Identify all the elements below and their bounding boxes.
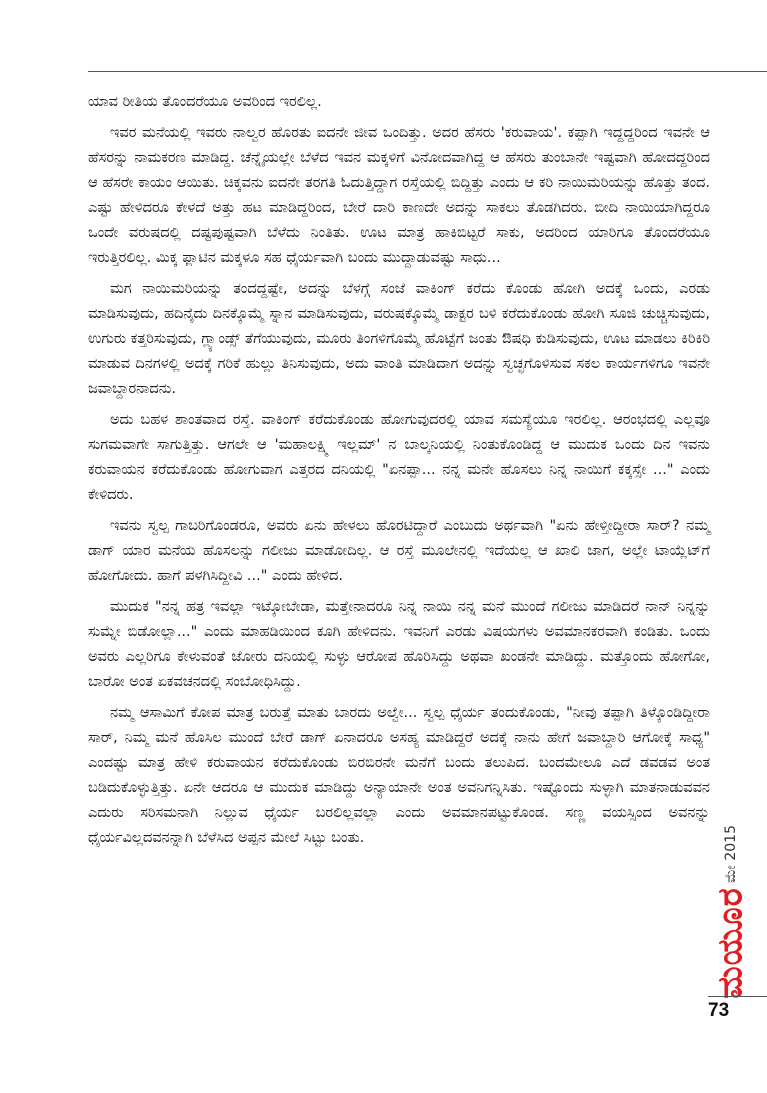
article-paragraph: ಮಗ ನಾಯಿಮರಿಯನ್ನು ತಂದದ್ದಷ್ಟೇ, ಅದನ್ನು ಬೆಳಗ್ಗೆ ಸಂಜೆ ವಾಕಿಂಗ್ ಕರೆದು ಕೊಂಡು ಹೋಗಿ ಅದಕ್ಕೆ ಒಂದು, ಎರಡು ಮಾಡಿಸುವುದು, ಹದಿನೈದು ದಿನಕ್ಕೊಮ್ಮೆ ಸ್ನಾನ ಮಾಡಿಸುವುದು, ವರುಷಕ್ಕೊಮ್ಮೆ ಡಾಕ್ಟರ ಬಳಿ ಕರೆದುಕೊಂಡು ಹೋಗಿ ಸೂಜಿ ಚುಚ್ಚಿಸುವುದು, ಉಗುರು ಕತ್ತರಿಸುವುದು, ಗ್ಲ್ಯಾಂಡ್ಸ್ ತೆಗೆಯುವುದು, ಮೂರು ತಿಂಗಳಿಗೊಮ್ಮೆ ಹೊಟ್ಟೆಗೆ ಜಂತು ಔಷಧಿ ಕುಡಿಸುವುದು, ಊಟ ಮಾಡಲು ಕಿರಿಕಿರಿ ಮಾಡುವ ದಿನಗಳಲ್ಲಿ ಅದಕ್ಕೆ ಗರಿಕೆ ಹುಲ್ಲು ತಿನಿಸುವುದು, ಅದು ವಾಂತಿ ಮಾಡಿದಾಗ ಅದನ್ನು ಸ್ವಚ್ಛಗೊಳಿಸುವ ಸಕಲ ಕಾರ್ಯಗಳಿಗೂ ಇವನೇ ಜವಾಬ್ದಾರನಾದನು.: [88, 281, 710, 397]
sidebar-brand: [711, 815, 751, 999]
article-paragraph: ಯಾವ ರೀತಿಯ ತೊಂದರೆಯೂ ಅವರಿಂದ ಇರಲಿಲ್ಲ.: [88, 94, 322, 110]
top-divider: [88, 71, 767, 72]
article-paragraph: ನಮ್ಮ ಆಸಾಮಿಗೆ ಕೋಪ ಮಾತ್ರ ಬರುತ್ತೆ ಮಾತು ಬಾರದು ಅಲ್ವೇ... ಸ್ವಲ್ಪ ಧೈರ್ಯ ತಂದುಕೊಂಡು, "ನೀವು ತಪ್ಪಾಗಿ ತಿಳ್ಕೊಂಡಿದ್ದೀರಾ ಸಾರ್, ನಿಮ್ಮ ಮನೆ ಹೊಸಿಲ ಮುಂದೆ ಬೇರೆ ಡಾಗ್ ಏನಾದರೂ ಅಸಹ್ಯ ಮಾಡಿದ್ದರೆ ಅದಕ್ಕೆ ನಾನು ಹೇಗೆ ಜವಾಬ್ದಾರಿ ಆಗೋಕ್ಕೆ ಸಾಧ್ಯ" ಎಂದಷ್ಟು ಮಾತ್ರ ಹೇಳಿ ಕರುವಾಯನ ಕರೆದುಕೊಂಡು ಬಿರಬಿರನೇ ಮನೆಗೆ ಬಂದು ತಲುಪಿದ. ಬಂದಮೇಲೂ ಎದೆ ಡವಡವ ಅಂತ ಬಡಿದುಕೊಳ್ಳುತ್ತಿತ್ತು. ಏನೇ ಆದರೂ ಆ ಮುದುಕ ಮಾಡಿದ್ದು ಅನ್ಯಾಯಾನೇ ಅಂತ ಅವನಿಗನ್ನಿಸಿತು. ಇಷ್ಟೊಂದು ಸುಳ್ಳಾಗಿ ಮಾತನಾಡುವವನ ಎದುರು ಸರಿಸಮನಾಗಿ ನಿಲ್ಲುವ ಧೈರ್ಯ ಬರಲಿಲ್ಲವಲ್ಲಾ ಎಂದು ಅವಮಾನಪಟ್ಟುಕೊಂಡ. ಸಣ್ಣ ವಯಸ್ಸಿಂದ ಅವನನ್ನು ಧೈರ್ಯವಿಲ್ಲದವನನ್ನಾಗಿ ಬೆಳೆಸಿದ ಅಪ್ಪನ ಮೇಲೆ ಸಿಟ್ಟು ಬಂತು.: [88, 705, 710, 846]
article-paragraph: ಮುದುಕ "ನನ್ನ ಹತ್ರ ಇವಲ್ಲಾ ಇಟ್ಕೋಬೇಡಾ, ಮತ್ತೇನಾದರೂ ನಿನ್ನ ನಾಯಿ ನನ್ನ ಮನೆ ಮುಂದೆ ಗಲೀಜು ಮಾಡಿದರೆ ನಾನ್ ನಿನ್ನನ್ನು ಸುಮ್ನೇ ಬಿಡೋಲ್ಲಾ..." ಎಂದು ಮಾಹಡಿಯಿಂದ ಕೂಗಿ ಹೇಳಿದನು. ಇವನಿಗೆ ಎರಡು ವಿಷಯಗಳು ಅವಮಾನಕರವಾಗಿ ಕಂಡಿತು. ಒಂದು ಅವರು ಎಲ್ಲರಿಗೂ ಕೇಳುವಂತೆ ಜೋರು ದನಿಯಲ್ಲಿ ಸುಳ್ಳು ಆರೋಪ ಹೊರಿಸಿದ್ದು ಅಥವಾ ಖಂಡನೇ ಮಾಡಿದ್ದು. ಮತ್ತೊಂದು ಹೋಗೋ, ಬಾರೋ ಅಂತ ಏಕವಚನದಲ್ಲಿ ಸಂಬೋಧಿಸಿದ್ದು.: [88, 599, 710, 690]
article-paragraph: ಅದು ಬಹಳ ಶಾಂತವಾದ ರಸ್ತೆ. ವಾಕಿಂಗ್ ಕರೆದುಕೊಂಡು ಹೋಗುವುದರಲ್ಲಿ ಯಾವ ಸಮಸ್ಯೆಯೂ ಇರಲಿಲ್ಲ. ಆರಂಭದಲ್ಲಿ ಎಲ್ಲವೂ ಸುಗಮವಾಗೇ ಸಾಗುತ್ತಿತ್ತು. ಆಗಲೇ ಆ 'ಮಹಾಲಕ್ಷ್ಮಿ ಇಲ್ಲಮ್' ನ ಬಾಲ್ಕನಿಯಲ್ಲಿ ನಿಂತುಕೊಂಡಿದ್ದ ಆ ಮುದುಕ ಒಂದು ದಿನ ಇವನು ಕರುವಾಯನ ಕರೆದುಕೊಂಡು ಹೋಗುವಾಗ ಎತ್ತರದ ದನಿಯಲ್ಲಿ "ಏನಪ್ಪಾ... ನನ್ನ ಮನೇ ಹೊಸಲು ನಿನ್ನ ನಾಯಿಗೆ ಕಕ್ಕಸ್ಸೇ ..." ಎಂದು ಕೇಳಿದರು.: [88, 412, 710, 503]
issue-date-text: ಮೇ 2015: [723, 825, 739, 883]
article-paragraph: ಇವನು ಸ್ವಲ್ಪ ಗಾಬರಿಗೊಂಡರೂ, ಅವರು ಏನು ಹೇಳಲು ಹೊರಟಿದ್ದಾರೆ ಎಂಬುದು ಅರ್ಥವಾಗಿ "ಏನು ಹೇಳ್ತೀದ್ದೀರಾ ಸಾರ್? ನಮ್ಮ ಡಾಗ್ ಯಾರ ಮನೆಯ ಹೊಸಲನ್ನು ಗಲೀಜು ಮಾಡೋದಿಲ್ಲ. ಆ ರಸ್ತೆ ಮೂಲೇನಲ್ಲಿ ಇದೆಯಲ್ಲ ಆ ಖಾಲಿ ಜಾಗ, ಅಲ್ಲೇ ಟಾಯ್ಲೆಟ್‌ಗೆ ಹೋಗೋದು. ಹಾಗೆ ಪಳಗಿಸಿದ್ದೀವಿ ..." ಎಂದು ಹೇಳಿದ.: [88, 518, 710, 584]
magazine-logo: [711, 887, 751, 999]
page-number: 73: [708, 1000, 730, 1021]
issue-date: [712, 815, 750, 893]
article-body: [88, 90, 710, 857]
bottom-divider: [708, 996, 767, 997]
article-paragraph: ಇವರ ಮನೆಯಲ್ಲಿ ಇವರು ನಾಲ್ವರ ಹೊರತು ಐದನೇ ಜೀವ ಒಂದಿತ್ತು. ಅದರ ಹೆಸರು 'ಕರುವಾಯ'. ಕಪ್ಪಾಗಿ ಇದ್ದದ್ದರಿಂದ ಇವನೇ ಆ ಹೆಸರನ್ನು ನಾಮಕರಣ ಮಾಡಿದ್ದ. ಚೆನ್ನೈಯಲ್ಲೇ ಬೆಳೆದ ಇವನ ಮಕ್ಕಳಿಗೆ ವಿನೋದವಾಗಿದ್ದ ಆ ಹೆಸರು ತುಂಬಾನೇ ಇಷ್ಟವಾಗಿ ಹೋದದ್ದರಿಂದ ಆ ಹೆಸರೇ ಕಾಯಂ ಆಯಿತು. ಚಿಕ್ಕವನು ಐದನೇ ತರಗತಿ ಓದುತ್ತಿದ್ದಾಗ ರಸ್ತೆಯಲ್ಲಿ ಬಿದ್ದಿತ್ತು ಎಂದು ಆ ಕರಿ ನಾಯಿಮರಿಯನ್ನು ಹೊತ್ತು ತಂದ. ಎಷ್ಟು ಹೇಳಿದರೂ ಕೇಳದೆ ಅತ್ತು ಹಟ ಮಾಡಿದ್ದರಿಂದ, ಬೇರೆ ದಾರಿ ಕಾಣದೇ ಅದನ್ನು ಸಾಕಲು ತೊಡಗಿದರು. ಬೀದಿ ನಾಯಿಯಾಗಿದ್ದರೂ ಒಂದೇ ವರುಷದಲ್ಲಿ ದಷ್ಟಪುಷ್ಟವಾಗಿ ಬೆಳೆದು ನಿಂತಿತು. ಊಟ ಮಾತ್ರ ಹಾಕಿಬಿಟ್ಟರೆ ಸಾಕು, ಅದರಿಂದ ಯಾರಿಗೂ ತೊಂದರೆಯೂ ಇರುತ್ತಿರಲಿಲ್ಲ. ಮಿಕ್ಕ ಫ್ಲಾಟಿನ ಮಕ್ಕಳೂ ಸಹ ಧೈರ್ಯವಾಗಿ ಬಂದು ಮುದ್ದಾಡುವಷ್ಟು ಸಾಧು...: [88, 125, 710, 266]
magazine-name: ಮಯೂರ: [711, 887, 751, 999]
